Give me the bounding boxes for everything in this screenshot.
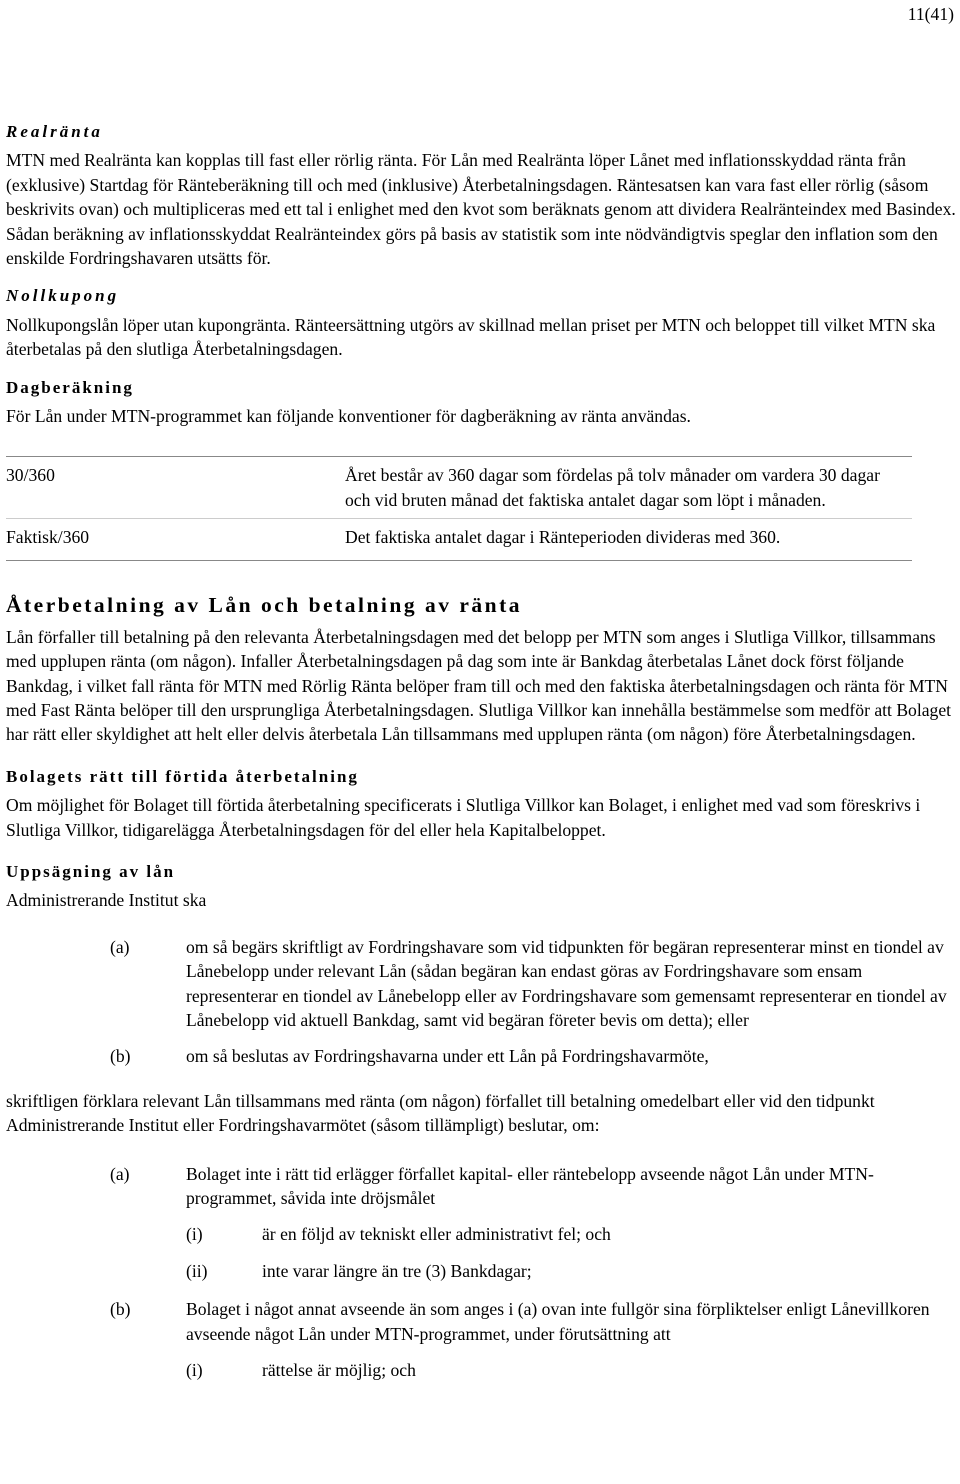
sub-list-item	[6, 1222, 956, 1246]
day-count-table	[6, 456, 912, 560]
paragraph-fortida: Om möjlighet för Bolaget till förtida återbetalning specificerats i Slutliga Villkor kan Bolaget, i enlighet med vad som föreskrivs i Slutliga Villkor, tidigarelägga Återbetalningsdagen för del eller hela Kapitalbeloppet.	[6, 795, 921, 840]
list-label: (a)	[110, 936, 130, 957]
table-row	[6, 519, 912, 560]
list-label: (a)	[110, 1163, 130, 1184]
heading-aterbetalning: Återbetalning av Lån och betalning av ränta	[6, 592, 523, 617]
list-text: om så begärs skriftligt av Fordringshavare som vid tidpunkten för begäran representerar minst en tiondel av Lånebelopp under relevant Lån (sådan begäran kan endast göras av Fordringshavare som ensam representerar en tiondel av Lånebelopp eller av Fordringshavare som gemensamt representerar en tiondel av Lånebelopp vid aktuell Bankdag, samt vid begäran företer bevis om detta); eller	[186, 936, 947, 1030]
day-count-value: Året består av 360 dagar som fördelas på tolv månader om vardera 30 dagar och vid bruten månad det faktiska antalet dagar som löpt i månaden.	[345, 465, 880, 510]
sub-list-text: inte varar längre än tre (3) Bankdagar;	[262, 1260, 532, 1281]
day-count-value: Det faktiska antalet dagar i Ränteperioden divideras med 360.	[345, 527, 781, 548]
list-item	[6, 1044, 956, 1068]
heading-fortida: Bolagets rätt till förtida återbetalning	[6, 766, 359, 786]
list-text: Bolaget i något annat avseende än som anges i (a) ovan inte fullgör sina förpliktelser enligt Lånevillkoren avseende något Lån under MTN-programmet, under förutsättning att	[186, 1299, 930, 1344]
sub-list-text: är en följd av tekniskt eller administrativt fel; och	[262, 1224, 611, 1245]
heading-uppsagning: Uppsägning av lån	[6, 861, 176, 881]
day-count-key: Faktisk/360	[6, 527, 90, 548]
sub-list-label: (ii)	[186, 1260, 208, 1281]
paragraph-realranta: MTN med Realränta kan kopplas till fast eller rörlig ränta. För Lån med Realränta löper Lånet med inflationsskyddad ränta från (exklusive) Startdag för Ränteberäkning till och med (inklusive) Återbetalningsdagen. Räntesatsen kan vara fast eller rörlig (såsom beskrivits ovan) och multipliceras med ett tal i enlighet med den kvot som beräknats genom att dividera Realränteindex med Basindex. Sådan beräkning av inflationsskyddat Realränteindex görs på basis av statistik som inte nödvändigtvis speglar den inflation som den enskilde Fordringshavaren utsätts för.	[6, 150, 956, 269]
paragraph-nollkupong: Nollkupongslån löper utan kupongränta. Ränteersättning utgörs av skillnad mellan priset per MTN och beloppet till vilket MTN ska återbetalas på den slutliga Återbetalningsdagen.	[6, 314, 936, 360]
table-row	[6, 457, 912, 519]
sub-list-text: rättelse är möjlig; och	[262, 1360, 416, 1381]
heading-nollkupong: Nollkupong	[6, 286, 120, 306]
paragraph-uppsagning-middle: skriftligen förklara relevant Lån tillsammans med ränta (om någon) förfallet till betalning omedelbart eller vid den tidpunkt Administrerande Institut eller Fordringshavarmötet (såsom tillämpligt) beslutar, om:	[6, 1090, 875, 1136]
page-number: 11(41)	[907, 4, 954, 24]
sub-list-label: (i)	[186, 1224, 203, 1245]
list-label: (b)	[110, 1046, 131, 1067]
sub-list-item	[6, 1259, 956, 1283]
list-item	[6, 935, 956, 1033]
list-label: (b)	[110, 1299, 131, 1320]
heading-realranta: Realränta	[6, 122, 103, 141]
document-body	[6, 120, 956, 1394]
day-count-key: 30/360	[6, 465, 55, 486]
list-item	[6, 1297, 956, 1346]
list-text: om så beslutas av Fordringshavarna under ett Lån på Fordringshavarmöte,	[186, 1046, 709, 1067]
sub-list-item	[6, 1358, 956, 1382]
list-item	[6, 1162, 956, 1211]
paragraph-dagberakning: För Lån under MTN-programmet kan följande konventioner för dagberäkning av ränta användas.	[6, 406, 691, 427]
heading-dagberakning: Dagberäkning	[6, 377, 134, 397]
sub-list-label: (i)	[186, 1360, 203, 1381]
list-text: Bolaget inte i rätt tid erlägger förfallet kapital- eller räntebelopp avseende något Lån under MTN-programmet, såvida inte dröjsmålet	[186, 1163, 874, 1208]
paragraph-uppsagning-intro: Administrerande Institut ska	[6, 890, 207, 911]
paragraph-aterbetalning: Lån förfaller till betalning på den relevanta Återbetalningsdagen med det belopp per MTN som anges i Slutliga Villkor, tillsammans med upplupen ränta (om någon). Infaller Återbetalningsdagen på dag som inte är Bankdag återbetalas Lånet dock först följande Bankdag, i vilket fall ränta för MTN med Rörlig Ränta belöper fram till och med den faktiska återbetalningsdagen och ränta för MTN med Fast Ränta belöper till den ursprungliga Återbetalningsdagen. Slutliga Villkor kan innehålla bestämmelse som medför att Bolaget har rätt eller skyldighet att helt eller delvis återbetala Lån tillsammans med upplupen ränta (om någon) före Återbetalningsdagen.	[6, 626, 952, 745]
